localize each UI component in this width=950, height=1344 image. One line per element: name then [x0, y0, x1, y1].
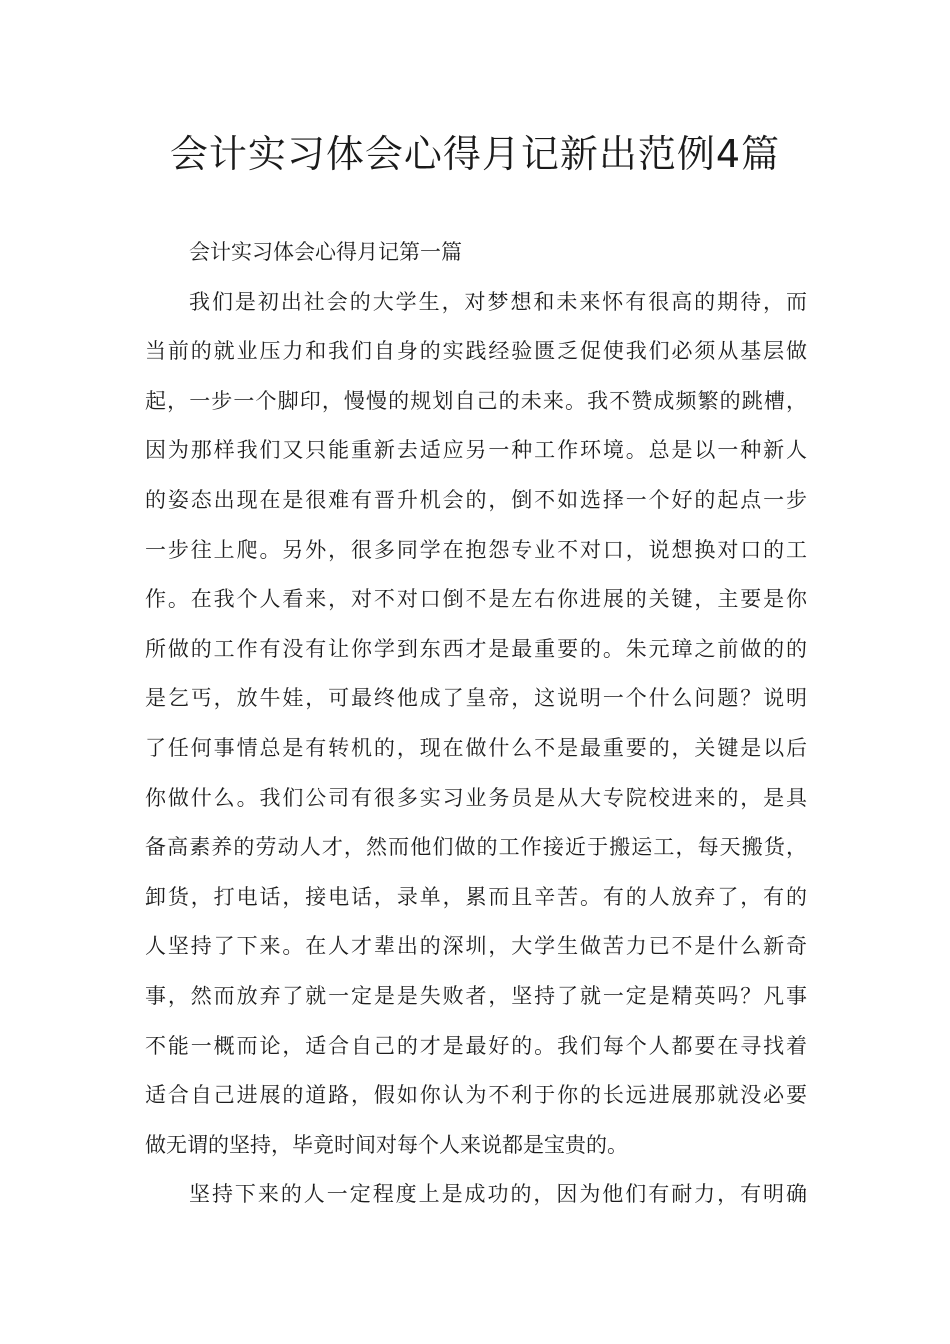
- paragraph-line: 当前的就业压力和我们自身的实践经验匮乏促使我们必须从基层做: [145, 339, 807, 364]
- paragraph-line: 人坚持了下来。在人才辈出的深圳，大学生做苦力已不是什么新奇: [145, 934, 807, 959]
- paragraph-line: 适合自己进展的道路，假如你认为不利于你的长远进展那就没必要: [145, 1083, 807, 1108]
- paragraph-line: 备高素养的劳动人才，然而他们做的工作接近于搬运工，每天搬货，: [145, 835, 807, 860]
- paragraph-line: 所做的工作有没有让你学到东西才是最重要的。朱元璋之前做的的: [145, 636, 807, 661]
- paragraph-line: 卸货，打电话，接电话，录单，累而且辛苦。有的人放弃了，有的: [145, 884, 807, 909]
- paragraph-line: 一步往上爬。另外，很多同学在抱怨专业不对口，说想换对口的工: [145, 537, 807, 562]
- paragraph-line: 起，一步一个脚印，慢慢的规划自己的未来。我不赞成频繁的跳槽，: [145, 388, 807, 413]
- paragraph-line: 是乞丐，放牛娃，可最终他成了皇帝，这说明一个什么问题？说明: [145, 686, 807, 711]
- paragraph-line: 我们是初出社会的大学生，对梦想和未来怀有很高的期待，而: [189, 289, 807, 314]
- paragraph-line: 不能一概而论，适合自己的才是最好的。我们每个人都要在寻找着: [145, 1033, 807, 1058]
- document-title: 会计实习体会心得月记新出范例4篇: [169, 132, 781, 176]
- paragraph-line: 坚持下来的人一定程度上是成功的，因为他们有耐力，有明确: [189, 1182, 807, 1207]
- paragraph-line: 作。在我个人看来，对不对口倒不是左右你进展的关键，主要是你: [145, 587, 807, 612]
- paragraph-line: 的姿态出现在是很难有晋升机会的，倒不如选择一个好的起点一步: [145, 487, 807, 512]
- paragraph-line: 你做什么。我们公司有很多实习业务员是从大专院校进来的，是具: [145, 785, 807, 810]
- paragraph-line: 做无谓的坚持，毕竟时间对每个人来说都是宝贵的。: [145, 1132, 628, 1157]
- paragraph-line: 了任何事情总是有转机的，现在做什么不是最重要的，关键是以后: [145, 735, 807, 760]
- paragraph-line: 事，然而放弃了就一定是是失败者，坚持了就一定是精英吗？凡事: [145, 983, 807, 1008]
- paragraph-line: 因为那样我们又只能重新去适应另一种工作环境。总是以一种新人: [145, 438, 807, 463]
- section-heading: 会计实习体会心得月记第一篇: [189, 240, 462, 264]
- document-body: [145, 228, 807, 1220]
